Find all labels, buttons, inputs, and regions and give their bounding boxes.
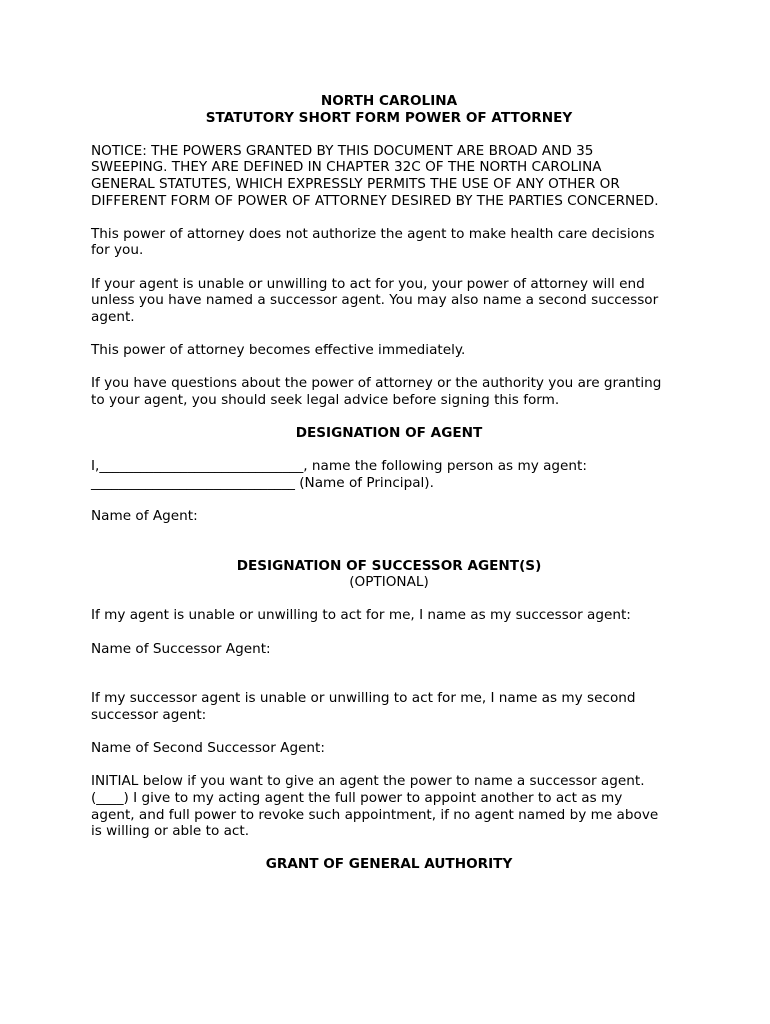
- notice-paragraph: [91, 143, 687, 209]
- agent-name-field[interactable]: Name of Agent:: [91, 507, 198, 524]
- initial-paragraph: [91, 773, 687, 839]
- spacer: [91, 624, 687, 641]
- spacer: [91, 757, 687, 774]
- spacer: [91, 840, 687, 857]
- notice-line: GENERAL STATUTES, WHICH EXPRESSLY PERMITS THE USE OF ANY OTHER OR: [91, 175, 620, 192]
- document-page: [91, 93, 687, 873]
- paragraph-line: for you.: [91, 242, 144, 259]
- successor-info-paragraph: [91, 276, 687, 326]
- questions-paragraph: [91, 375, 687, 408]
- paragraph-line: agent.: [91, 308, 135, 325]
- notice-line: SWEEPING. THEY ARE DEFINED IN CHAPTER 32C OF THE NORTH CAROLINA: [91, 159, 602, 176]
- spacer: [91, 209, 687, 226]
- spacer: [91, 259, 687, 276]
- spacer: [91, 359, 687, 376]
- spacer: [91, 441, 687, 458]
- spacer: [91, 724, 687, 741]
- health-care-paragraph: [91, 226, 687, 259]
- spacer: [91, 126, 687, 143]
- grant-of-general-authority-heading: GRANT OF GENERAL AUTHORITY: [265, 856, 513, 873]
- paragraph-line: to your agent, you should seek legal advice before signing this form.: [91, 391, 560, 408]
- second-successor-statement: [91, 690, 687, 723]
- title-form-name: STATUTORY SHORT FORM POWER OF ATTORNEY: [205, 109, 573, 126]
- principal-field: [91, 458, 687, 491]
- spacer: [91, 325, 687, 342]
- notice-line: DIFFERENT FORM OF POWER OF ATTORNEY DESIRED BY THE PARTIES CONCERNED.: [91, 192, 659, 209]
- designation-of-agent-heading: DESIGNATION OF AGENT: [295, 424, 483, 441]
- paragraph-line: If your agent is unable or unwilling to act for you, your power of attorney will end: [91, 275, 645, 292]
- spacer: [91, 591, 687, 608]
- paragraph-line: successor agent:: [91, 706, 207, 723]
- spacer: [91, 524, 687, 541]
- paragraph-line: agent, and full power to revoke such appointment, if no agent named by me above: [91, 806, 659, 823]
- paragraph-line: If you have questions about the power of attorney or the authority you are granting: [91, 375, 662, 392]
- initial-blank-line[interactable]: (____) I give to my acting agent the full power to appoint another to act as my: [91, 789, 623, 806]
- spacer: [91, 657, 687, 674]
- notice-line: NOTICE: THE POWERS GRANTED BY THIS DOCUMENT ARE BROAD AND 35: [91, 142, 594, 159]
- spacer: [91, 674, 687, 691]
- principal-blank-line[interactable]: I,______________________________, name the following person as my agent:: [91, 458, 587, 475]
- successor-agent-name-field[interactable]: Name of Successor Agent:: [91, 640, 271, 657]
- successor-statement: If my agent is unable or unwilling to act for me, I name as my successor agent:: [91, 607, 631, 624]
- paragraph-line: unless you have named a successor agent. You may also name a second successor: [91, 292, 659, 309]
- second-successor-name-field[interactable]: Name of Second Successor Agent:: [91, 740, 325, 757]
- paragraph-line: is willing or able to act.: [91, 823, 250, 840]
- optional-label: (OPTIONAL): [349, 574, 429, 591]
- paragraph-line: This power of attorney does not authorize the agent to make health care decisions: [91, 225, 655, 242]
- spacer: [91, 491, 687, 508]
- title-state: NORTH CAROLINA: [320, 93, 458, 109]
- designation-of-successor-heading: DESIGNATION OF SUCCESSOR AGENT(S): [236, 557, 542, 574]
- principal-name-blank[interactable]: ______________________________ (Name of Principal).: [91, 474, 434, 491]
- paragraph-line: If my successor agent is unable or unwilling to act for me, I name as my second: [91, 690, 636, 707]
- spacer: [91, 541, 687, 558]
- effective-paragraph: This power of attorney becomes effective immediately.: [91, 341, 466, 358]
- paragraph-line: INITIAL below if you want to give an agent the power to name a successor agent.: [91, 773, 645, 790]
- spacer: [91, 408, 687, 425]
